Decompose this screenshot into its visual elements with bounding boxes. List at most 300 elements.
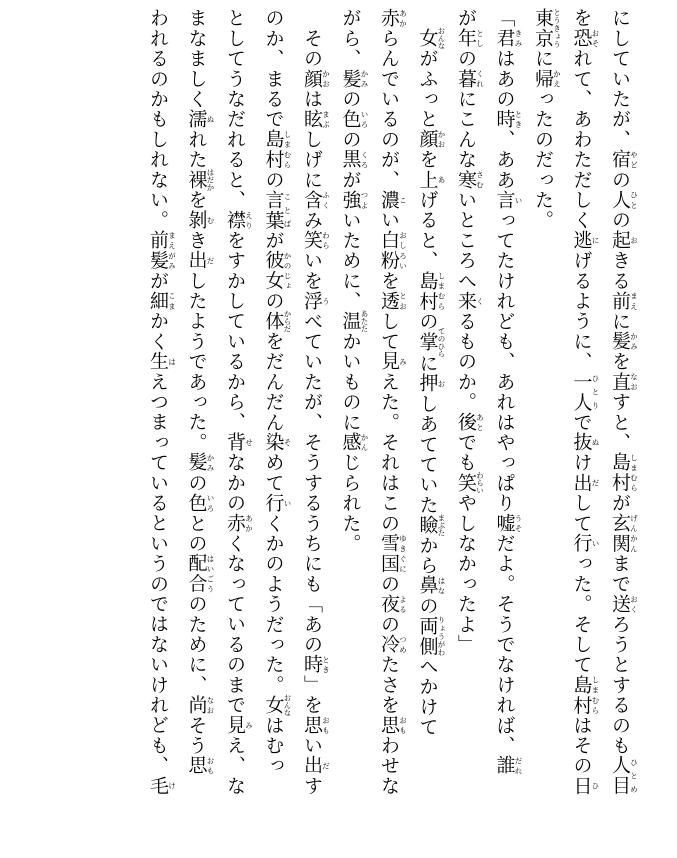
furigana-word <box>493 755 523 776</box>
ruby-base: 髪 <box>339 68 362 89</box>
text-run: われるのかもしれない。 <box>147 8 169 231</box>
ruby-reading: は <box>167 351 177 372</box>
ruby-base: 顔 <box>416 129 439 150</box>
ruby-base: 感 <box>339 432 362 453</box>
ruby-base: 前 <box>609 290 631 312</box>
text-run: はあの <box>493 48 516 110</box>
furigana-word <box>455 290 485 312</box>
furigana-word <box>185 755 215 776</box>
furigana-word <box>378 351 408 372</box>
ruby-base: 日 <box>570 775 593 796</box>
ruby-reading: しまむら <box>283 129 292 170</box>
text-run: を <box>609 351 631 372</box>
ruby-reading: とし <box>475 28 485 49</box>
text-run: えつまっているというのではないけれども、 <box>147 371 169 776</box>
text-run: を <box>378 270 400 291</box>
furigana-word <box>262 492 292 514</box>
ruby-base: 彼女 <box>262 250 285 291</box>
text-run: べていたが、そうするうちにも「あの <box>301 311 323 655</box>
ruby-base: 染 <box>262 432 285 453</box>
ruby-base: 見 <box>224 715 246 736</box>
ruby-reading: だ <box>591 472 600 493</box>
text-run: したようであった。 <box>185 270 208 453</box>
furigana-word <box>609 755 639 796</box>
ruby-reading: しまむら <box>629 452 639 493</box>
ruby-base: 寒 <box>455 169 477 190</box>
text-line <box>562 8 601 796</box>
ruby-reading: からだ <box>283 309 292 333</box>
ruby-reading: い <box>283 492 292 514</box>
ruby-base: 出 <box>570 472 593 493</box>
ruby-base: 細 <box>147 290 169 312</box>
text-line <box>331 8 370 768</box>
furigana-word <box>416 513 446 537</box>
ruby-reading: かお <box>321 68 331 89</box>
ruby-reading: はいごう <box>206 553 215 594</box>
text-run: との <box>185 513 208 554</box>
text-run: をすかしているから、 <box>224 230 246 433</box>
ruby-reading: み <box>244 715 254 736</box>
text-run: へかけて <box>416 656 439 738</box>
text-run: の <box>455 48 477 69</box>
ruby-reading: ひ <box>591 775 600 796</box>
text-run: めて <box>262 452 285 493</box>
ruby-reading: よる <box>398 593 408 615</box>
ruby-base: 言葉 <box>262 189 285 231</box>
ruby-reading: しまむら <box>591 674 600 716</box>
furigana-word <box>301 230 331 251</box>
ruby-base: 透 <box>378 290 400 312</box>
furigana-word <box>301 715 331 736</box>
furigana-word <box>301 755 331 776</box>
furigana-word <box>224 432 254 453</box>
furigana-word <box>378 189 408 211</box>
text-run: そう <box>185 715 208 756</box>
ruby-base: 送 <box>609 593 631 615</box>
ruby-base: 赤 <box>224 513 246 534</box>
ruby-base: 眩 <box>301 109 323 130</box>
ruby-base: 尚 <box>185 694 208 716</box>
ruby-reading: きみ <box>514 28 523 49</box>
ruby-base: 笑 <box>301 230 323 251</box>
text-run: に <box>532 48 554 69</box>
text-run: の <box>416 311 439 332</box>
text-run: 、ああ <box>493 129 516 190</box>
furigana-word <box>609 230 639 251</box>
ruby-reading: お <box>629 230 639 251</box>
ruby-reading: だれ <box>514 755 523 776</box>
ruby-reading: おも <box>321 715 331 736</box>
furigana-word <box>570 28 600 49</box>
text-run: はむっ <box>262 715 285 776</box>
furigana-word <box>609 593 639 615</box>
ruby-base: 浮 <box>301 290 323 312</box>
text-run: いために、 <box>339 210 362 312</box>
ruby-base: 剝 <box>185 210 208 231</box>
ruby-base: 体 <box>262 309 285 333</box>
ruby-base: 顔 <box>301 68 323 89</box>
furigana-word <box>301 654 331 675</box>
ruby-base: 出 <box>301 755 323 776</box>
ruby-reading: つよ <box>360 189 369 211</box>
ruby-reading: なお <box>629 371 639 392</box>
furigana-word <box>378 230 408 271</box>
ruby-base: 赤 <box>378 8 400 29</box>
text-line <box>293 8 332 796</box>
ruby-reading: やど <box>629 149 639 170</box>
text-run: が <box>609 492 631 514</box>
text-run: がふっと <box>416 48 439 130</box>
ruby-reading: おしろい <box>398 230 408 271</box>
ruby-base: 言 <box>493 189 516 211</box>
ruby-base: 裸 <box>185 168 208 191</box>
furigana-word <box>301 68 331 89</box>
ruby-reading: とうきょう <box>552 8 562 49</box>
furigana-word <box>416 575 446 596</box>
furigana-word <box>224 210 254 231</box>
furigana-word <box>416 373 446 394</box>
furigana-word <box>493 28 523 49</box>
furigana-word <box>339 432 369 453</box>
furigana-word <box>378 634 408 655</box>
text-run: にこんな <box>455 88 477 170</box>
ruby-reading: に <box>591 230 600 251</box>
ruby-reading: ゆきぐに <box>398 533 408 574</box>
ruby-base: 雪国 <box>378 533 400 574</box>
text-run: のために、 <box>185 593 208 695</box>
text-run: が <box>262 230 285 251</box>
text-run: たさを <box>378 654 400 716</box>
ruby-reading: はだか <box>206 168 215 191</box>
furigana-word <box>493 189 523 211</box>
text-run: の <box>378 614 400 635</box>
furigana-word <box>301 189 331 211</box>
ruby-reading: おんな <box>283 693 292 717</box>
ruby-reading: お <box>437 373 446 394</box>
ruby-reading: まぶ <box>321 109 331 130</box>
text-run: の <box>339 88 362 110</box>
text-line <box>447 8 486 768</box>
furigana-word <box>416 270 446 312</box>
text-run: の <box>609 210 631 231</box>
ruby-base: 瞼 <box>416 513 439 537</box>
furigana-word <box>147 290 177 312</box>
text-run: まで <box>609 553 631 594</box>
text-line <box>139 8 178 796</box>
text-run: ったのだった。 <box>532 88 554 231</box>
text-run: の <box>262 290 285 312</box>
ruby-base: 思 <box>378 715 400 736</box>
furigana-word <box>224 513 254 534</box>
ruby-reading: かえ <box>552 68 562 89</box>
text-run: らんでいるのが、 <box>378 28 400 190</box>
furigana-word <box>532 68 562 89</box>
ruby-base: 含 <box>301 189 323 211</box>
ruby-reading: くれ <box>475 68 485 89</box>
furigana-word <box>185 109 215 130</box>
ruby-base: 宿 <box>609 149 631 170</box>
furigana-word <box>185 452 215 473</box>
ruby-base: 島村 <box>570 674 593 716</box>
ruby-reading: あ <box>437 169 446 190</box>
ruby-base: 押 <box>416 373 439 394</box>
furigana-word <box>609 513 639 554</box>
furigana-word <box>185 250 215 271</box>
text-run: が <box>455 8 477 29</box>
furigana-word <box>609 290 639 312</box>
text-run: くかのようだった。 <box>262 513 285 695</box>
furigana-word <box>224 715 254 736</box>
text-run: ってたけれども、あれはやっぱり <box>493 210 516 514</box>
ruby-reading: わら <box>321 230 331 251</box>
ruby-reading: あか <box>244 513 254 534</box>
ruby-reading: かお <box>437 129 446 150</box>
ruby-base: 見 <box>378 351 400 372</box>
furigana-word <box>532 8 562 49</box>
furigana-word <box>262 129 292 170</box>
furigana-word <box>416 129 446 150</box>
text-line <box>254 8 293 776</box>
furigana-word <box>570 472 600 493</box>
ruby-reading: む <box>206 210 215 231</box>
text-run: に <box>416 353 439 374</box>
ruby-base: 色 <box>339 109 362 130</box>
ruby-base: 帰 <box>532 68 554 89</box>
furigana-word <box>455 28 485 49</box>
text-run: して <box>378 311 400 352</box>
furigana-word <box>609 189 639 211</box>
furigana-word <box>301 290 331 312</box>
text-run: をだんだん <box>262 331 285 433</box>
furigana-word <box>147 351 177 372</box>
text-run: わせな <box>378 735 400 796</box>
text-run: いを <box>301 250 323 291</box>
text-run: るものか。 <box>455 311 477 413</box>
ruby-base: 来 <box>455 290 477 312</box>
ruby-reading: かみ <box>206 452 215 473</box>
ruby-base: 白粉 <box>378 230 400 271</box>
ruby-reading: おも <box>398 715 408 736</box>
text-run: きる <box>609 250 631 291</box>
ruby-reading: あたた <box>360 309 369 333</box>
ruby-reading: まぶた <box>437 513 446 537</box>
ruby-base: 濡 <box>185 109 208 130</box>
ruby-base: 温 <box>339 309 362 333</box>
ruby-reading: げんかん <box>629 513 639 554</box>
text-run: に <box>609 311 631 332</box>
ruby-reading: さむ <box>475 169 485 190</box>
text-run: すと、 <box>609 391 631 453</box>
text-run: だよ。そうでなければ、 <box>493 533 516 756</box>
ruby-base: 強 <box>339 189 362 211</box>
ruby-reading: ことば <box>283 189 292 231</box>
text-run: でも <box>455 432 477 473</box>
ruby-base: 逃 <box>570 230 593 251</box>
ruby-base: 襟 <box>224 210 246 231</box>
ruby-base: 恐 <box>570 28 593 49</box>
furigana-word <box>378 593 408 615</box>
ruby-reading: かみ <box>360 68 369 89</box>
ruby-base: 直 <box>609 371 631 392</box>
furigana-word <box>570 775 600 796</box>
text-run: れて、あわただしく <box>570 48 593 231</box>
text-run: 」を <box>301 674 323 716</box>
text-run: い <box>301 735 323 756</box>
ruby-base: 冷 <box>378 634 400 655</box>
furigana-word <box>455 169 485 190</box>
ruby-base: 一人 <box>570 371 593 413</box>
furigana-word <box>455 471 485 494</box>
text-run: を <box>416 149 439 170</box>
ruby-reading: はな <box>437 575 446 596</box>
text-run: しげに <box>301 129 323 190</box>
furigana-word <box>493 513 523 534</box>
furigana-word <box>570 371 600 413</box>
ruby-reading: おんな <box>437 27 446 50</box>
ruby-base: 年 <box>455 28 477 49</box>
ruby-base: 君 <box>493 28 516 49</box>
vertical-text-body <box>139 8 640 796</box>
ruby-reading: う <box>321 290 331 312</box>
text-run: の <box>609 169 631 190</box>
ruby-base: 髪 <box>185 452 208 473</box>
ruby-reading: かのじょ <box>283 250 292 291</box>
ruby-base: 時 <box>301 654 323 675</box>
text-run: げるように、 <box>570 250 593 372</box>
text-line <box>524 8 563 768</box>
furigana-word <box>378 715 408 736</box>
ruby-base: 誰 <box>493 755 516 776</box>
furigana-word <box>378 290 408 312</box>
text-run: えた。それはこの <box>378 371 400 534</box>
furigana-word <box>339 68 369 89</box>
ruby-base: 出 <box>185 250 208 271</box>
ruby-base: 女 <box>262 693 285 717</box>
ruby-reading: なお <box>206 694 215 716</box>
furigana-word <box>185 168 215 191</box>
ruby-reading: そ <box>283 432 292 453</box>
ruby-reading: あと <box>475 412 485 433</box>
text-run: げると、 <box>416 189 439 271</box>
text-run: の <box>416 595 439 616</box>
text-run: み <box>301 210 323 231</box>
text-line <box>216 8 255 796</box>
furigana-word <box>570 533 600 554</box>
ruby-reading: い <box>514 189 523 211</box>
furigana-word <box>493 109 523 130</box>
ruby-base: 配合 <box>185 553 208 594</box>
text-run: かく <box>147 311 169 352</box>
ruby-base: 前髪 <box>147 230 169 271</box>
furigana-word <box>185 492 215 514</box>
text-run: のか、まるで <box>262 8 285 130</box>
ruby-reading: いろ <box>206 492 215 514</box>
ruby-base: 上 <box>416 169 439 190</box>
text-run: い <box>378 210 400 231</box>
text-run: いところへ <box>455 189 477 291</box>
ruby-reading: まえがみ <box>167 230 177 271</box>
ruby-reading: ひと <box>629 189 639 211</box>
text-line <box>177 8 216 776</box>
furigana-word <box>185 553 215 594</box>
text-run: かいものに <box>339 331 362 433</box>
furigana-word <box>262 693 292 717</box>
text-run: ろうとするのも <box>609 614 631 756</box>
furigana-word <box>570 432 600 453</box>
furigana-word <box>609 331 639 352</box>
text-run: す <box>301 775 323 796</box>
text-run: がら、 <box>339 8 362 69</box>
ruby-base: 暮 <box>455 68 477 89</box>
ruby-base: 掌 <box>416 327 439 358</box>
ruby-reading: け <box>167 775 177 796</box>
ruby-base: 思 <box>185 755 208 776</box>
ruby-reading: こ <box>398 189 408 210</box>
text-line <box>408 8 447 768</box>
text-run: にしていたが、 <box>609 8 631 150</box>
ruby-reading: まえ <box>629 290 639 312</box>
text-run: しあてていた <box>416 393 439 515</box>
text-run: を <box>570 8 593 29</box>
furigana-word <box>609 149 639 170</box>
furigana-word <box>570 230 600 251</box>
text-run: った。そして <box>570 553 593 675</box>
furigana-word <box>416 27 446 50</box>
ruby-base: 島村 <box>609 452 631 493</box>
ruby-reading: く <box>475 290 485 312</box>
ruby-base: 思 <box>301 715 323 736</box>
text-run: き <box>185 230 208 251</box>
ruby-base: 黒 <box>339 149 362 170</box>
ruby-base: 抜 <box>570 432 593 453</box>
furigana-word <box>339 109 369 130</box>
furigana-word <box>262 189 292 231</box>
ruby-base: 鼻 <box>416 575 439 596</box>
text-run: で <box>570 412 593 433</box>
ruby-reading: りょうがわ <box>437 615 446 657</box>
ruby-base: 両側 <box>416 615 439 657</box>
furigana-word <box>378 533 408 574</box>
text-run: はその <box>570 715 593 776</box>
text-line <box>370 8 409 796</box>
text-run: としてうなだれると、 <box>224 8 246 210</box>
text-run: やしなかったよ」 <box>455 492 477 655</box>
ruby-base: 玄関 <box>609 513 631 554</box>
furigana-word <box>570 674 600 716</box>
ruby-reading: ひとめ <box>629 755 639 796</box>
text-line <box>601 8 640 796</box>
text-run: の <box>339 129 362 150</box>
ruby-reading: だ <box>321 755 331 776</box>
ruby-reading: だ <box>206 250 215 271</box>
ruby-base: 生 <box>147 351 169 372</box>
furigana-word <box>262 309 292 333</box>
ruby-reading: かみ <box>629 331 639 352</box>
ruby-base: 色 <box>185 492 208 514</box>
ruby-reading: おく <box>629 593 639 615</box>
ruby-base: 嘘 <box>493 513 516 534</box>
ruby-reading: とき <box>321 654 331 675</box>
ruby-reading: つめ <box>398 634 408 655</box>
ruby-reading: ふく <box>321 189 331 211</box>
furigana-word <box>339 189 369 211</box>
furigana-word <box>455 68 485 89</box>
furigana-word <box>262 250 292 291</box>
ruby-base: 人目 <box>609 755 631 796</box>
ruby-reading: おそ <box>591 28 600 49</box>
text-run: なかの <box>224 452 246 514</box>
text-run: の <box>262 169 285 190</box>
